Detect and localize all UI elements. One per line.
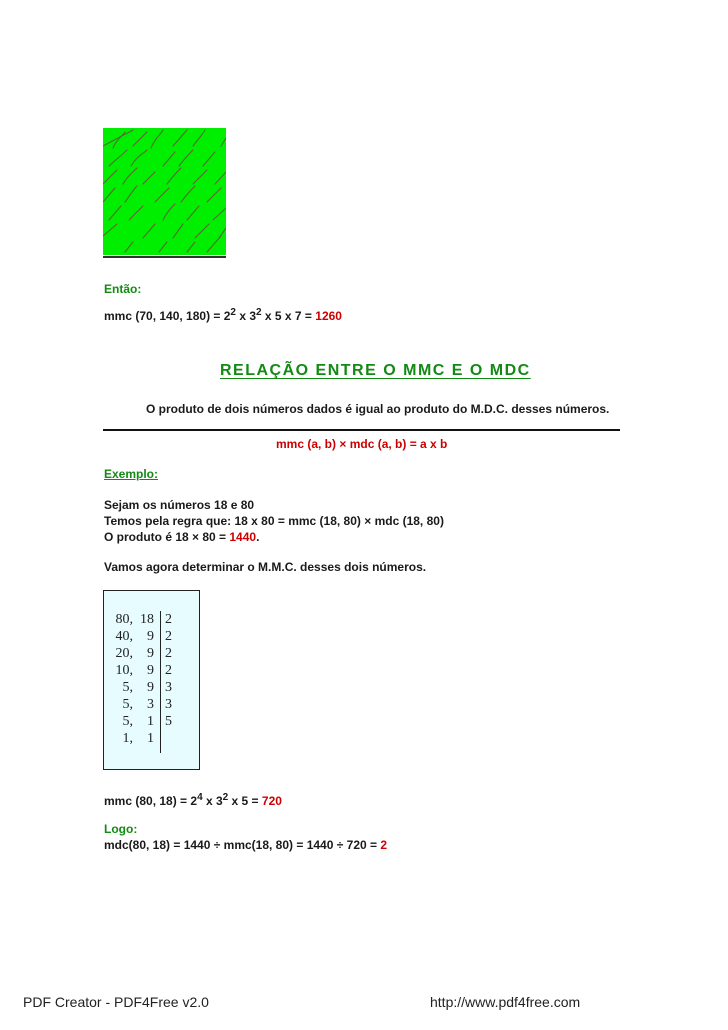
handwritten-division-image: [103, 128, 226, 255]
division-divisor: 2: [165, 646, 172, 661]
product-line-text: O produto é 18 × 80 =: [104, 530, 230, 544]
then-label: Então:: [104, 282, 142, 296]
example-line-2: Temos pela regra que: 18 x 80 = mmc (18, 80) × mdc (18, 80): [104, 514, 444, 528]
division-divisor: 2: [165, 663, 172, 678]
mdc-result: 2: [380, 838, 388, 852]
prime-factorization-box: [103, 590, 200, 770]
mmc-80-18-line: [104, 794, 282, 808]
division-dividends: 20, 9: [115, 646, 154, 661]
mdc-line: [104, 838, 387, 852]
mmc2-result: 720: [261, 794, 282, 808]
division-dividends: 10, 9: [115, 663, 154, 678]
footer-url-link[interactable]: http://www.pdf4free.com: [430, 994, 581, 1010]
image-underline: [103, 256, 226, 258]
division-dividends: 1, 1: [122, 731, 154, 746]
mmc2-exponent-b: 2: [222, 792, 229, 803]
product-line: [104, 530, 259, 544]
division-divisor: 5: [165, 714, 172, 729]
example-label: Exemplo:: [104, 467, 159, 481]
mmc1-text-b: x 3: [235, 309, 256, 323]
horizontal-rule: [103, 429, 620, 431]
mmc2-text-c: x 5 =: [228, 794, 262, 808]
product-result: 1440: [229, 530, 257, 544]
division-divisor: 2: [165, 612, 172, 627]
footer-creator-text: PDF Creator - PDF4Free v2.0: [23, 994, 209, 1010]
mmc2-exponent-a: 4: [197, 792, 203, 803]
product-line-end: .: [256, 530, 260, 544]
mmc2-text-a: mmc (80, 18) = 2: [104, 794, 198, 808]
division-dividends: 80, 18: [115, 612, 154, 627]
mmc1-text-c: x 5 x 7 =: [261, 309, 316, 323]
section-title: RELAÇÃO ENTRE O MMC E O MDC: [220, 362, 531, 379]
division-divisor: 2: [165, 629, 172, 644]
mmc1-text-a: mmc (70, 140, 180) = 2: [104, 309, 231, 323]
division-divisor: 3: [165, 680, 172, 695]
division-dividends: 40, 9: [115, 629, 154, 644]
division-dividends: 5, 9: [122, 680, 154, 695]
logo-label: Logo:: [104, 822, 138, 836]
formula-text: mmc (a, b) × mdc (a, b) = a x b: [276, 437, 448, 451]
division-dividends: 5, 1: [122, 714, 154, 729]
mmc-70-140-180-line: [104, 309, 342, 323]
division-dividends: 5, 3: [122, 697, 154, 712]
mmc1-result: 1260: [315, 309, 342, 323]
division-vertical-bar: [160, 611, 161, 753]
handwriting-drawing: [103, 128, 226, 255]
example-line-1: Sejam os números 18 e 80: [104, 498, 255, 512]
division-divisor: 3: [165, 697, 172, 712]
mmc1-exponent-b: 2: [256, 307, 262, 318]
mmc2-text-b: x 3: [202, 794, 223, 808]
statement-text: O produto de dois números dados é igual ao produto do M.D.C. desses números.: [146, 402, 610, 416]
mdc-line-text: mdc(80, 18) = 1440 ÷ mmc(18, 80) = 1440 ÷ 720 =: [104, 838, 381, 852]
mmc1-exponent-a: 2: [230, 307, 236, 318]
determine-line: Vamos agora determinar o M.M.C. desses dois números.: [104, 560, 427, 574]
